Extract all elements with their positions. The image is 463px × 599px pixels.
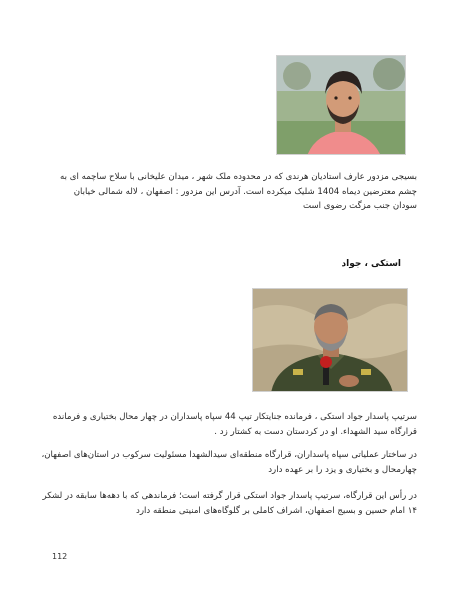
- page-number: 112: [52, 552, 68, 561]
- paragraph-basij-member: [60, 170, 417, 214]
- paragraph-line: سرتیپ پاسدار جواد استکی ، فرمانده جنایتکار تیپ 44 سپاه پاسداران در چهار محال بختیاری و فرمانده: [52, 412, 417, 422]
- portrait-photo-young-man: [276, 55, 406, 155]
- portrait-photo-uniformed-officer: [252, 288, 408, 392]
- portrait-photo-uniformed-officer-icon: [253, 289, 408, 392]
- paragraph-line: در ساختار عملیاتی سپاه پاسداران، قرارگاه منطقه‌ای سیدالشهدا مسئولیت سرکوب در استان‌های اصفهان،: [41, 450, 417, 460]
- paragraph-commander-intro: [53, 410, 417, 439]
- section-heading: استکی ، جواد: [341, 259, 401, 269]
- paragraph-headquarters-leader: [42, 489, 417, 518]
- paragraph-line: چهارمحال و بختیاری و یزد را بر عهده دارد: [268, 464, 417, 475]
- portrait-photo-young-man-icon: [277, 56, 406, 155]
- paragraph-line: در رأس این قرارگاه، سرتیپ پاسدار جواد استکی قرار گرفته است؛ فرماندهی که با دهه‌ها سابقه در لشکر: [42, 491, 417, 501]
- paragraph-line: چشم معترضین دیماه 1404 شلیک میکرده است. آدرس این مزدور : اصفهان ، لاله شمالی خیابان: [73, 186, 417, 197]
- paragraph-line: ۱۴ امام حسین و بسیج اصفهان، اشراف کاملی بر گلوگاه‌های امنیتی منطقه دارد: [136, 505, 417, 516]
- paragraph-line: سودان جنب مزگت رضوی است: [303, 201, 417, 211]
- paragraph-headquarters-structure: [41, 448, 417, 477]
- paragraph-line: قرارگاه سید الشهداء. او در کردستان دست به کشتار زد .: [214, 426, 417, 437]
- paragraph-line: بسیجی مزدور عارف استادیان هرندی که در محدوده ملک شهر ، میدان علیخانی با سلاح ساچمه ای به: [60, 172, 417, 182]
